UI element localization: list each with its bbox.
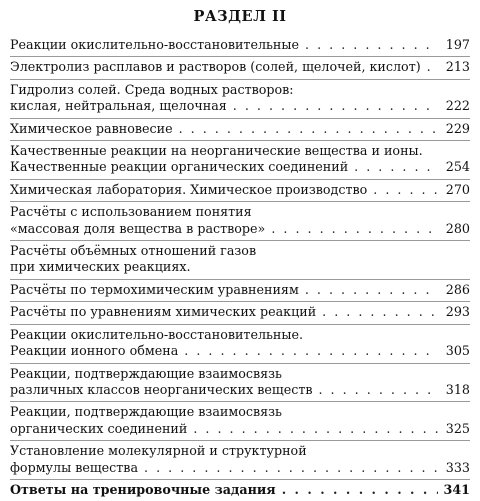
toc-entry-title: Расчёты с использованием понятия bbox=[10, 204, 252, 220]
toc-entry[interactable] bbox=[10, 301, 470, 323]
toc-entry-title: кислая, нейтральная, щелочная bbox=[10, 98, 227, 114]
toc-entry[interactable] bbox=[10, 479, 470, 501]
toc-entry-page: 286 bbox=[445, 281, 470, 297]
toc-entry-page: 293 bbox=[445, 304, 470, 320]
toc-entry-title: «массовая доля вещества в растворе» bbox=[10, 220, 266, 236]
toc-entry-title: Реакции ионного обмена bbox=[10, 343, 179, 359]
toc-entry-page: 229 bbox=[445, 120, 470, 136]
toc-entry-title: при химических реакциях. bbox=[10, 259, 191, 275]
toc-entry-title: Ответы на тренировочные задания bbox=[10, 481, 276, 497]
toc-entry[interactable] bbox=[10, 201, 470, 240]
toc-entry-title: Установление молекулярной и структурной bbox=[10, 443, 307, 459]
toc-entry-page: 213 bbox=[445, 59, 470, 75]
toc-entry-title: Химическое равновесие bbox=[10, 120, 173, 136]
toc-entry-title: Реакции окислительно-восстановительные bbox=[10, 37, 299, 52]
toc-entry-page: 318 bbox=[445, 381, 470, 397]
toc-entry-page: 280 bbox=[445, 220, 470, 236]
toc-entry-page: 197 bbox=[445, 37, 470, 52]
toc-entry[interactable] bbox=[10, 401, 470, 440]
toc-entry-title: Реакции окислительно-восстановительные. bbox=[10, 326, 304, 342]
leader-dots bbox=[322, 304, 438, 320]
toc-entry-title: Реакции, подтверждающие взаимосвязь bbox=[10, 404, 282, 420]
toc-entry-title: формулы вещества bbox=[10, 459, 139, 475]
toc-entry[interactable] bbox=[10, 240, 470, 279]
toc-entry[interactable] bbox=[10, 79, 470, 118]
toc-entry[interactable] bbox=[10, 440, 470, 479]
leader-dots bbox=[144, 460, 438, 476]
toc-entry-title: Расчёты объёмных отношений газов bbox=[10, 243, 257, 259]
toc-entry-title: Расчёты по уравнениям химических реакций bbox=[10, 304, 317, 320]
toc-entry-title: органических соединений bbox=[10, 420, 188, 436]
section-title: РАЗДЕЛ II bbox=[193, 8, 287, 25]
leader-dots bbox=[193, 421, 438, 437]
toc-entry[interactable] bbox=[10, 279, 470, 301]
leader-dots bbox=[318, 382, 438, 398]
toc-entry-page: 222 bbox=[445, 98, 470, 114]
leader-dots bbox=[373, 182, 438, 198]
toc-entry[interactable] bbox=[10, 363, 470, 402]
toc-entry[interactable] bbox=[10, 324, 470, 363]
toc-entry[interactable] bbox=[10, 56, 470, 78]
leader-dots bbox=[271, 221, 438, 237]
toc-entry-page: 341 bbox=[443, 481, 470, 497]
toc-entry-page: 270 bbox=[445, 181, 470, 197]
toc-entry-page: 305 bbox=[445, 343, 470, 359]
toc-entry-title: Гидролиз солей. Среда водных растворов: bbox=[10, 81, 294, 97]
toc-entry[interactable] bbox=[10, 35, 470, 56]
leader-dots bbox=[427, 59, 438, 75]
toc-entry[interactable] bbox=[10, 179, 470, 201]
toc-entry-page: 254 bbox=[445, 159, 470, 175]
toc-entry-title: Химическая лаборатория. Химическое производство bbox=[10, 181, 368, 197]
leader-dots bbox=[184, 343, 438, 359]
toc-entry[interactable] bbox=[10, 140, 470, 179]
toc-entry-title: различных классов неорганических веществ bbox=[10, 381, 313, 397]
toc-entry-title: Электролиз расплавов и растворов (солей, щелочей, кислот) bbox=[10, 59, 421, 75]
toc-entry-title: Расчёты по термохимическим уравнениям bbox=[10, 281, 299, 297]
table-of-contents bbox=[10, 35, 470, 501]
toc-entry-title: Качественные реакции на неорганические вещества и ионы. bbox=[10, 143, 423, 159]
toc-entry-title: Качественные реакции органических соединений bbox=[10, 159, 349, 175]
toc-entry-page: 333 bbox=[445, 459, 470, 475]
toc-entry[interactable] bbox=[10, 118, 470, 140]
toc-entry-page: 325 bbox=[445, 420, 470, 436]
leader-dots bbox=[233, 98, 438, 114]
leader-dots bbox=[282, 482, 438, 498]
toc-entry-title: Реакции, подтверждающие взаимосвязь bbox=[10, 365, 282, 381]
leader-dots bbox=[305, 282, 438, 298]
leader-dots bbox=[354, 159, 438, 175]
leader-dots bbox=[179, 121, 438, 137]
leader-dots bbox=[305, 37, 438, 53]
